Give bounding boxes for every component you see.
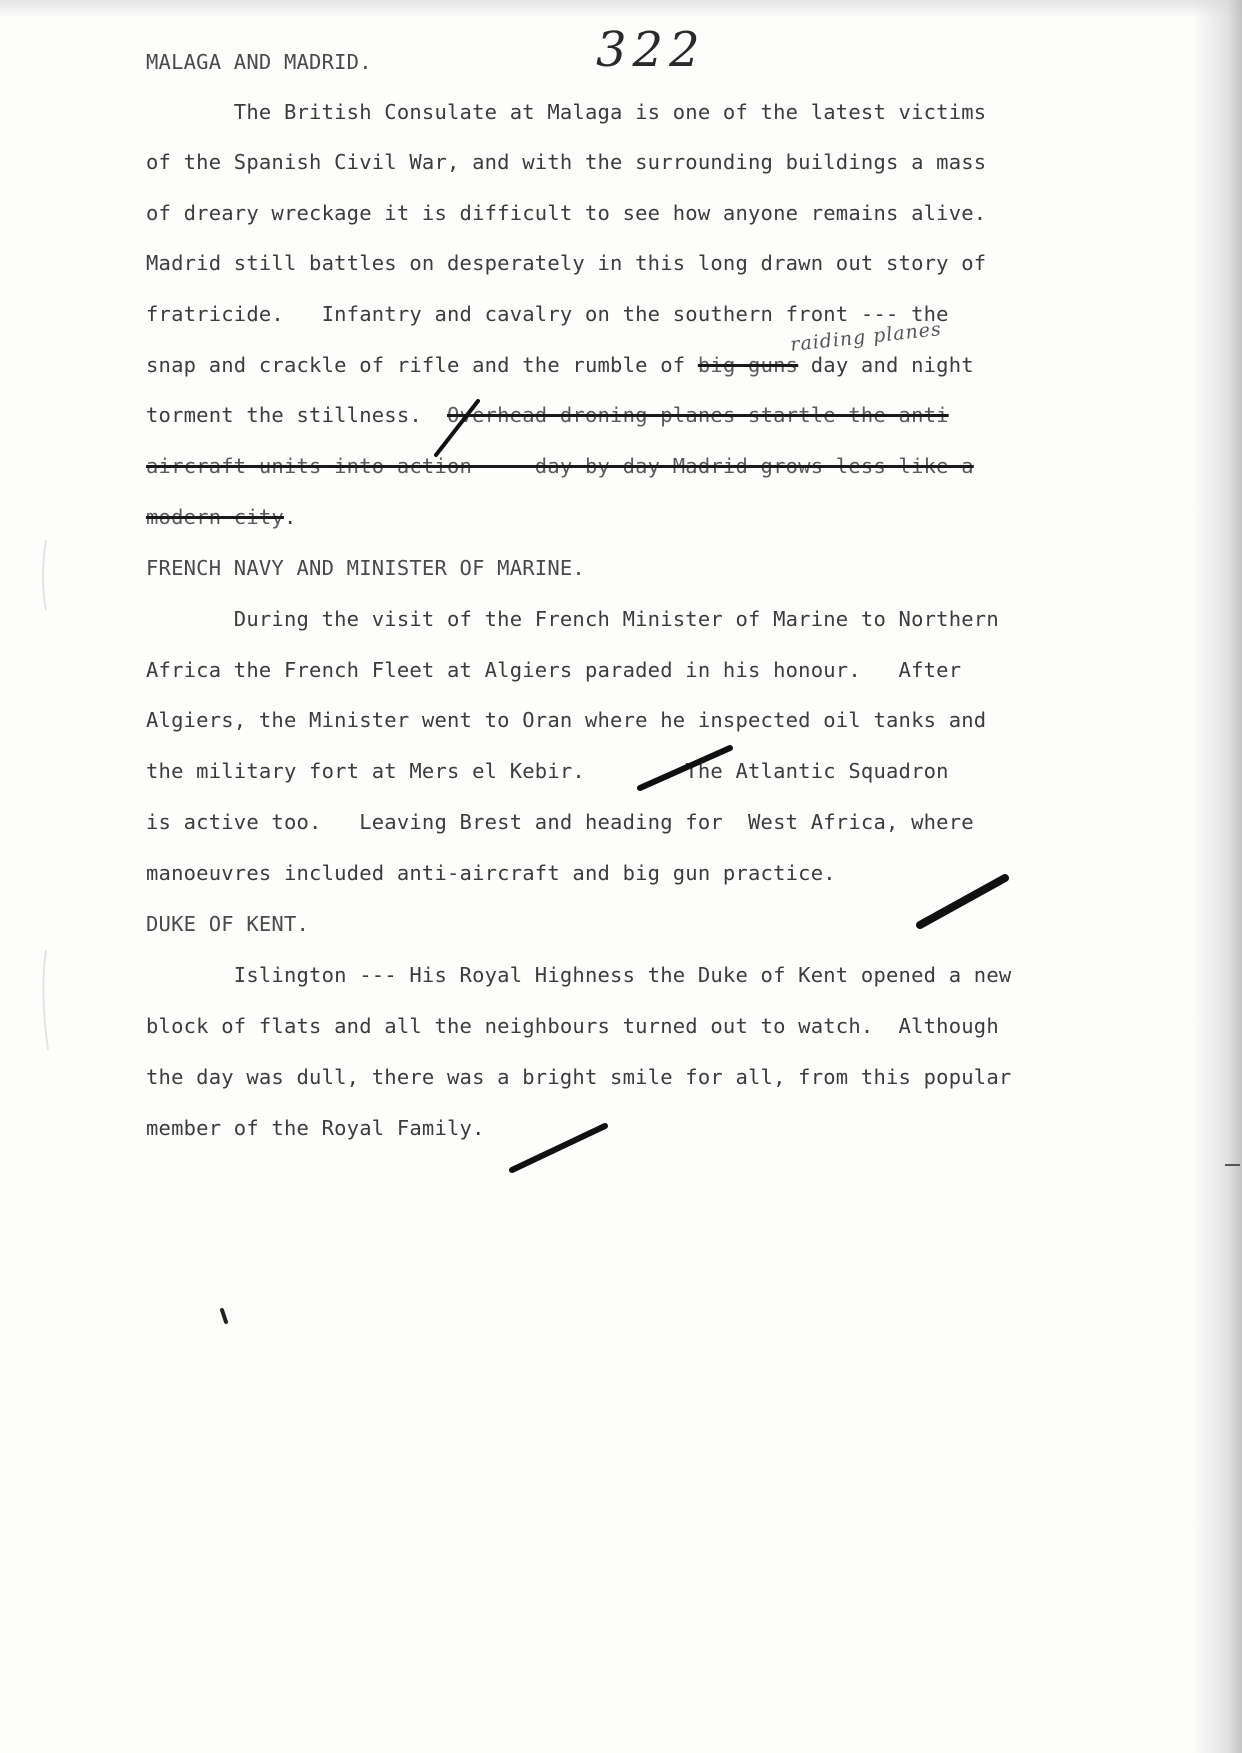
paragraph-line: Africa the French Fleet at Algiers paraded in his honour. After [146,658,962,682]
paragraph-line [146,401,949,429]
paragraph-line: Islington --- His Royal Highness the Duke of Kent opened a new [146,963,1012,987]
handwritten-page-number: 322 [596,22,706,78]
paragraph-line: The British Consulate at Malaga is one of the latest victims [146,100,987,124]
scan-edge-shadow [1192,0,1242,1753]
paragraph-line: Madrid still battles on desperately in this long drawn out story of [146,251,987,275]
paragraph-line: of the Spanish Civil War, and with the surrounding buildings a mass [146,150,987,174]
line-text: torment the stillness. [146,403,448,427]
paragraph-line: manoeuvres included anti-aircraft and big gun practice. [146,861,836,885]
section-heading-french-navy: FRENCH NAVY AND MINISTER OF MARINE. [146,556,585,580]
struck-line: aircraft units into action --- day by day Madrid grows less like a [146,454,974,478]
paragraph-line: During the visit of the French Minister of Marine to Northern [146,607,999,631]
paragraph-line: the military fort at Mers el Kebir. The Atlantic Squadron [146,759,949,783]
struck-text: Overhead droning planes startle the anti [447,403,949,427]
paper-fold-mark [43,540,46,610]
handwritten-insertion: raiding planes [789,318,943,356]
paragraph-line [146,351,974,379]
paragraph-line: of dreary wreckage it is difficult to see how anyone remains alive. [146,201,987,225]
struck-text: big guns [697,353,799,377]
scan-top-shadow [0,0,1242,18]
section-heading-malaga-madrid: MALAGA AND MADRID. [146,50,372,74]
paper-fold-mark [43,950,48,1050]
line-text: snap and crackle of rifle and the rumble of [146,353,698,377]
end-stroke-mark [512,1126,605,1170]
paragraph-line: is active too. Leaving Brest and heading for West Africa, where [146,810,974,834]
line-text: . [283,505,297,529]
paragraph-line: the day was dull, there was a bright smile for all, from this popular [146,1065,1012,1089]
end-stroke-mark [920,878,1005,925]
paragraph-line: block of flats and all the neighbours turned out to watch. Although [146,1014,999,1038]
ink-speck [222,1310,226,1322]
paragraph-line: Algiers, the Minister went to Oran where he inspected oil tanks and [146,708,987,732]
paragraph-line: fratricide. Infantry and cavalry on the southern front --- the [146,302,949,326]
paragraph-line: member of the Royal Family. [146,1116,485,1140]
section-heading-duke-of-kent: DUKE OF KENT. [146,912,310,936]
line-text: day and night [798,353,974,377]
paragraph-line [146,503,297,531]
struck-text: modern city [146,505,284,529]
